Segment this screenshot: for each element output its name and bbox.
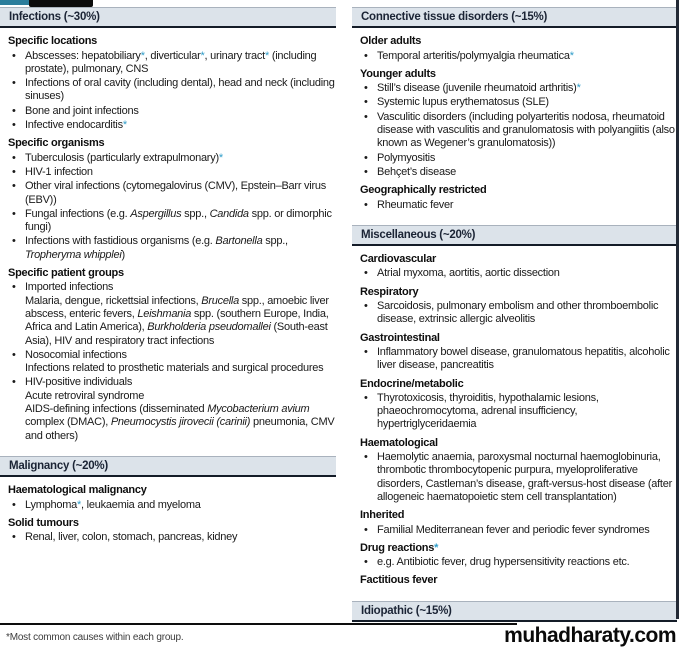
list-item: • Renal, liver, colon, stomach, pancreas, kidney <box>12 531 238 544</box>
list-item: • Still’s disease (juvenile rheumatoid arthritis)* <box>364 82 581 95</box>
group-heading: Respiratory <box>360 285 419 298</box>
bullet-icon: • <box>364 96 368 109</box>
bullet-icon: • <box>12 165 16 178</box>
section-bar: Connective tissue disorders (~15%) <box>352 7 677 28</box>
section-bar: Malignancy (~20%) <box>0 456 336 477</box>
list-item: • Polymyositis <box>364 151 436 164</box>
list-item: • Lymphoma*, leukaemia and myeloma <box>12 498 201 511</box>
list-item: • Thyrotoxicosis, thyroiditis, hypothalamic lesions, phaeochromocytoma, adrenal insufficiency, hypertriglyceridaemia <box>364 391 599 431</box>
list-item: • Infections of oral cavity (including dental), head and neck (including sinuses) <box>12 77 335 103</box>
left-column <box>0 7 336 544</box>
bullet-icon: • <box>12 376 16 389</box>
footnote-asterisk: * <box>200 49 205 62</box>
group-heading: Older adults <box>360 35 422 48</box>
group-heading: Specific locations <box>8 35 98 48</box>
group-heading: Endocrine/metabolic <box>360 377 464 390</box>
bullet-icon: • <box>364 198 368 211</box>
list-item-continuation: Malaria, dengue, rickettsial infections, Brucella spp., amoebic liver abscess, enteric fevers, Leishmania spp. (southern Europe, India, Africa and Latin America), Burkholderia pseudomallei (South-east Asia), HIV and respiratory tract infections <box>25 294 329 347</box>
bullet-icon: • <box>12 180 16 193</box>
group-heading: Inherited <box>360 509 405 522</box>
cropped-header-black-fragment <box>29 0 93 7</box>
group-heading: Drug reactions* <box>360 541 439 554</box>
list-item: • Atrial myxoma, aortitis, aortic dissection <box>364 267 560 280</box>
footnote-asterisk: * <box>434 541 439 554</box>
list-item: • HIV-1 infection <box>12 165 93 178</box>
bullet-icon: • <box>12 498 16 511</box>
list-item: • Infections with fastidious organisms (e.g. Bartonella spp., Tropheryma whipplei) <box>12 235 288 261</box>
list-item: • Familial Mediterranean fever and periodic fever syndromes <box>364 523 650 536</box>
cropped-header-teal-fragment <box>0 0 29 5</box>
bullet-icon: • <box>364 451 368 464</box>
bullet-icon: • <box>12 281 16 294</box>
group-heading: Specific patient groups <box>8 267 124 280</box>
footnote-asterisk: * <box>122 119 127 132</box>
group-heading: Solid tumours <box>8 516 79 529</box>
group-heading: Geographically restricted <box>360 184 487 197</box>
bullet-icon: • <box>12 531 16 544</box>
list-item: • Tuberculosis (particularly extrapulmonary)* <box>12 151 223 164</box>
bullet-icon: • <box>12 151 16 164</box>
section-bar: Infections (~30%) <box>0 7 336 28</box>
bullet-icon: • <box>12 119 16 132</box>
list-item: • Temporal arteritis/polymyalgia rheumatica* <box>364 49 574 62</box>
watermark-text: muhadharaty.com <box>504 624 676 647</box>
bullet-icon: • <box>12 207 16 220</box>
list-item: • Inflammatory bowel disease, granulomatous hepatitis, alcoholic liver disease, pancreatitis <box>364 345 670 372</box>
list-item: • Behçet’s disease <box>364 165 456 178</box>
group-heading: Gastrointestinal <box>360 331 440 344</box>
list-item: • Imported infections <box>12 281 114 294</box>
bullet-icon: • <box>12 104 16 117</box>
table-right-border <box>676 0 679 619</box>
footnote-asterisk: * <box>569 49 574 62</box>
right-column <box>352 7 677 622</box>
bullet-icon: • <box>364 556 368 569</box>
bullet-icon: • <box>12 348 16 361</box>
bullet-icon: • <box>364 391 368 404</box>
section-bar: Idiopathic (~15%) <box>352 601 677 622</box>
group-heading: Younger adults <box>360 67 436 80</box>
list-item: • Abscesses: hepatobiliary*, diverticular*, urinary tract* (including prostate), pulmonary, CNS <box>12 49 317 75</box>
footnote-asterisk: * <box>218 151 223 164</box>
bullet-icon: • <box>364 267 368 280</box>
list-item: • Fungal infections (e.g. Aspergillus spp., Candida spp. or dimorphic fungi) <box>12 207 332 234</box>
list-item-continuation: AIDS-defining infections (disseminated Mycobacterium avium complex (DMAC), Pneumocystis jirovecii (carinii) pneumonia, CMV and others) <box>25 403 335 442</box>
bullet-icon: • <box>364 345 368 358</box>
group-heading: Haematological malignancy <box>8 484 147 497</box>
bullet-icon: • <box>364 523 368 536</box>
list-item: • Sarcoidosis, pulmonary embolism and other thromboembolic disease, extrinsic allergic alveolitis <box>364 300 659 326</box>
list-item: • Infective endocarditis* <box>12 119 127 132</box>
bullet-icon: • <box>12 235 16 248</box>
bullet-icon: • <box>364 110 368 123</box>
list-item: • Haemolytic anaemia, paroxysmal nocturnal haemoglobinuria, thrombotic thrombocytopenic purpura, myeloproliferative disorders, Castleman’s disease, graft-versus-host disease (after allogeneic haematopoietic stem cell transplantation) <box>364 451 672 503</box>
list-item: • Rheumatic fever <box>364 198 454 211</box>
list-item-continuation: Infections related to prosthetic materials and surgical procedures <box>25 362 324 375</box>
list-item: • Systemic lupus erythematosus (SLE) <box>364 96 549 109</box>
footnote-asterisk: * <box>77 498 82 511</box>
footnote-asterisk: * <box>140 49 145 62</box>
group-heading: Factitious fever <box>360 574 438 587</box>
bullet-icon: • <box>12 77 16 90</box>
table-bottom-rule <box>0 623 517 625</box>
bullet-icon: • <box>364 151 368 164</box>
bullet-icon: • <box>364 165 368 178</box>
bullet-icon: • <box>364 300 368 313</box>
list-item: • HIV-positive individuals <box>12 376 133 389</box>
list-item: • Other viral infections (cytomegalovirus (CMV), Epstein–Barr virus (EBV)) <box>12 180 327 206</box>
bullet-icon: • <box>12 49 16 62</box>
group-heading: Cardiovascular <box>360 253 436 266</box>
footnote-asterisk: * <box>576 82 581 95</box>
group-heading: Haematological <box>360 436 438 449</box>
bullet-icon: • <box>364 82 368 95</box>
list-item-continuation: Acute retroviral syndrome <box>25 389 145 402</box>
list-item: • Nosocomial infections <box>12 348 127 361</box>
section-bar: Miscellaneous (~20%) <box>352 225 677 246</box>
footnote-asterisk: * <box>264 49 270 62</box>
bullet-icon: • <box>364 49 368 62</box>
list-item: • Vasculitic disorders (including polyarteritis nodosa, rheumatoid disease with vasculitis and granulomatosis with polyangiitis (also known as Wegener’s granulomatosis)) <box>364 110 675 150</box>
list-item: • e.g. Antibiotic fever, drug hypersensitivity reactions etc. <box>364 556 630 569</box>
footnote-text: *Most common causes within each group. <box>6 632 184 643</box>
group-heading: Specific organisms <box>8 137 105 150</box>
list-item: • Bone and joint infections <box>12 104 139 117</box>
